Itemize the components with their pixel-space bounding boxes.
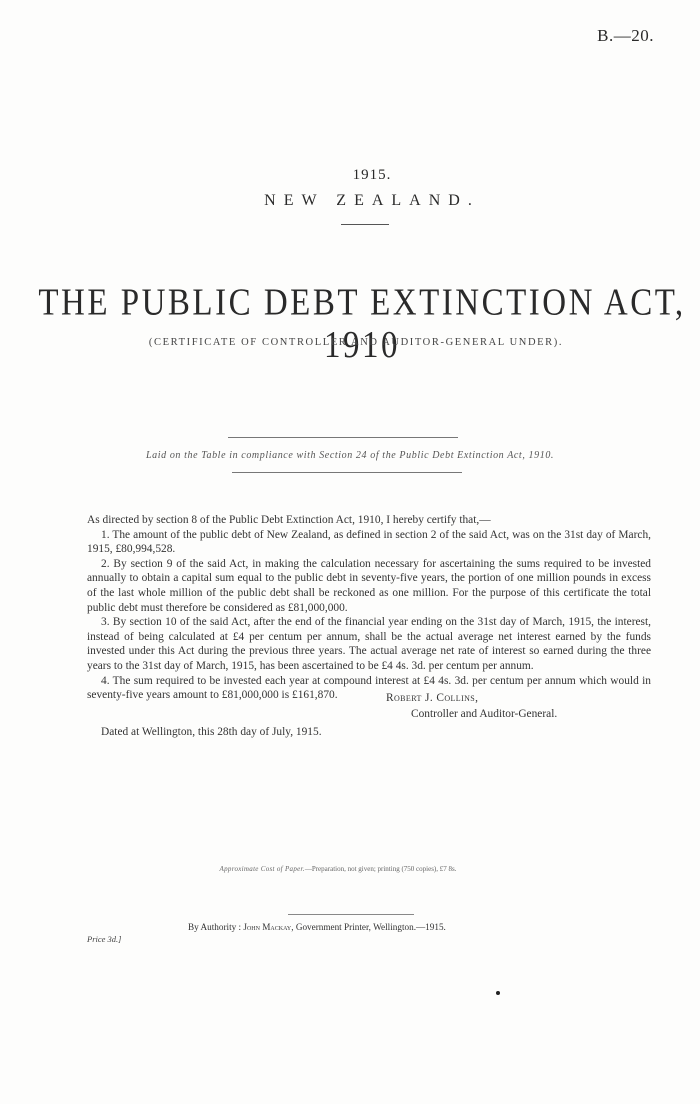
- divider-upper: [228, 437, 458, 438]
- price-note: Price 3d.]: [87, 934, 122, 944]
- document-reference: B.—20.: [597, 26, 654, 45]
- authority-prefix: By Authority :: [188, 922, 242, 932]
- country-heading: NEW ZEALAND.: [264, 192, 480, 209]
- paragraph-4: 4. The sum required to be invested each year at compound interest at £4 4s. 3d. per centum per annum which would in seventy-five years amount to £81,000,000 is £161,870.: [87, 674, 651, 702]
- cost-of-paper-note: [0, 865, 688, 873]
- document-title: THE PUBLIC DEBT EXTINCTION ACT, 1910: [38, 282, 686, 367]
- certificate-body: [87, 513, 651, 703]
- certificate-intro: As directed by section 8 of the Public Debt Extinction Act, 1910, I hereby certify that,—: [87, 514, 491, 526]
- footer-divider: [288, 914, 414, 915]
- signatory-title: Controller and Auditor-General.: [411, 708, 558, 720]
- printer-name: John Mackay,: [243, 922, 294, 932]
- paragraph-2: 2. By section 9 of the said Act, in making the calculation necessary for ascertaining the sums required to be invested annually to obtain a capital sum equal to the public debt in seventy-five years, the portion of one million pounds in excess of the last whole million of the public debt shall be reckoned as one million. For the purpose of this certificate the total public debt must therefore be considered as £81,000,000.: [87, 557, 651, 614]
- dated-line: Dated at Wellington, this 28th day of July, 1915.: [101, 726, 322, 738]
- laid-on-table-note: Laid on the Table in compliance with Section 24 of the Public Debt Extinction Act, 1910.: [145, 450, 555, 461]
- authority-rest: Government Printer, Wellington.—1915.: [295, 922, 446, 932]
- cost-label: Approximate Cost of Paper.: [219, 865, 305, 873]
- cost-detail: —Preparation, not given; printing (750 copies), £7 8s.: [304, 865, 457, 873]
- printer-authority: [188, 922, 446, 932]
- document-year: 1915.: [352, 167, 392, 183]
- paragraph-3: 3. By section 10 of the said Act, after the end of the financial year ending on the 31st day of March, 1915, the interest, instead of being calculated at £4 per centum per annum, shall be the actual average net interest earned by the funds invested under this Act during the previous three years. The actual average net rate of interest so earned during the three years to the 31st day of March, 1915, has been ascertained to be £4 4s. 3d. per centum per annum.: [87, 616, 651, 672]
- paragraph-1: 1. The amount of the public debt of New Zealand, as defined in section 2 of the said Act, was on the 31st day of March, 1915, £80,994,528.: [87, 528, 651, 556]
- signatory-name: Robert J. Collins,: [386, 692, 479, 704]
- divider-lower: [232, 472, 462, 473]
- document-subtitle: (CERTIFICATE OF CONTROLLER AND AUDITOR-GENERAL UNDER).: [148, 337, 564, 348]
- short-divider: [341, 224, 389, 225]
- page-mark: [496, 991, 500, 995]
